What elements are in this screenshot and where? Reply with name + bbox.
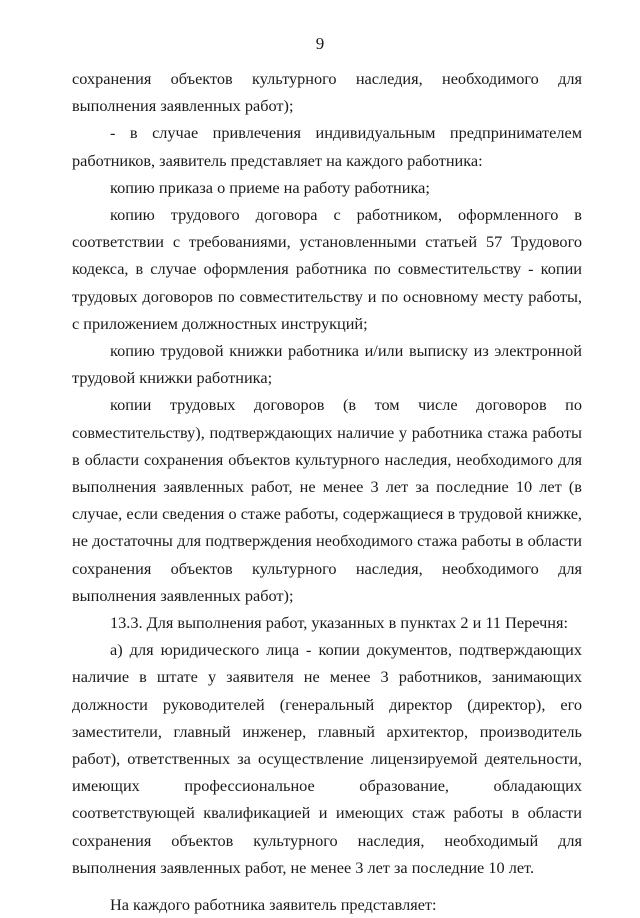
paragraph-each-employee: На каждого работника заявитель представляет: xyxy=(110,895,437,915)
paragraph-clause-13-3: 13.3. Для выполнения работ, указанных в пунктах 2 и 11 Перечня: xyxy=(110,613,568,633)
page-number: 9 xyxy=(315,34,325,53)
paragraph-work-record-book: копию трудовой книжки работника и/или выписку из электронной трудовой книжки работника; xyxy=(72,341,582,388)
paragraph-employment-contract: копию трудового договора с работником, оформленного в соответствии с требованиями, установленными статьей 57 Трудового кодекса, в случае оформления работника по совместительству - копии трудовых договоров по совместительству и по основному месту работы, с приложением должностных инструкций; xyxy=(72,205,582,333)
document-body xyxy=(72,65,582,918)
paragraph-individual-entrepreneur: - в случае привлечения индивидуальным предпринимателем работников, заявитель представляет на каждого работника: xyxy=(72,123,582,170)
paragraph-part-time-contracts: копии трудовых договоров (в том числе договоров по совместительству), подтверждающих наличие у работника стажа работы в области сохранения объектов культурного наследия, необходимого для выполнения заявленных работ, не менее 3 лет за последние 10 лет (в случае, если сведения о стаже работы, содержащиеся в трудовой книжке, не достаточны для подтверждения необходимого стажа работы в области сохранения объектов культурного наследия, необходимого для выполнения заявленных работ); xyxy=(72,395,582,605)
paragraph-legal-entity: а) для юридического лица - копии документов, подтверждающих наличие в штате у заявителя не менее 3 работников, занимающих должности руководителей (генеральный директор (директор), его заместители, главный инженер, главный архитектор, производитель работ), ответственных за осуществление лицензируемой деятельности, имеющих профессиональное образование, обладающих соответствующей квалификацией и имеющих стаж работы в области сохранения объектов культурного наследия, необходимый для выполнения заявленных работ, не менее 3 лет за последние 10 лет. xyxy=(72,640,582,877)
paragraph-hiring-order: копию приказа о приеме на работу работника; xyxy=(110,177,430,197)
paragraph-continuation: сохранения объектов культурного наследия, необходимого для выполнения заявленных работ); xyxy=(72,69,582,116)
